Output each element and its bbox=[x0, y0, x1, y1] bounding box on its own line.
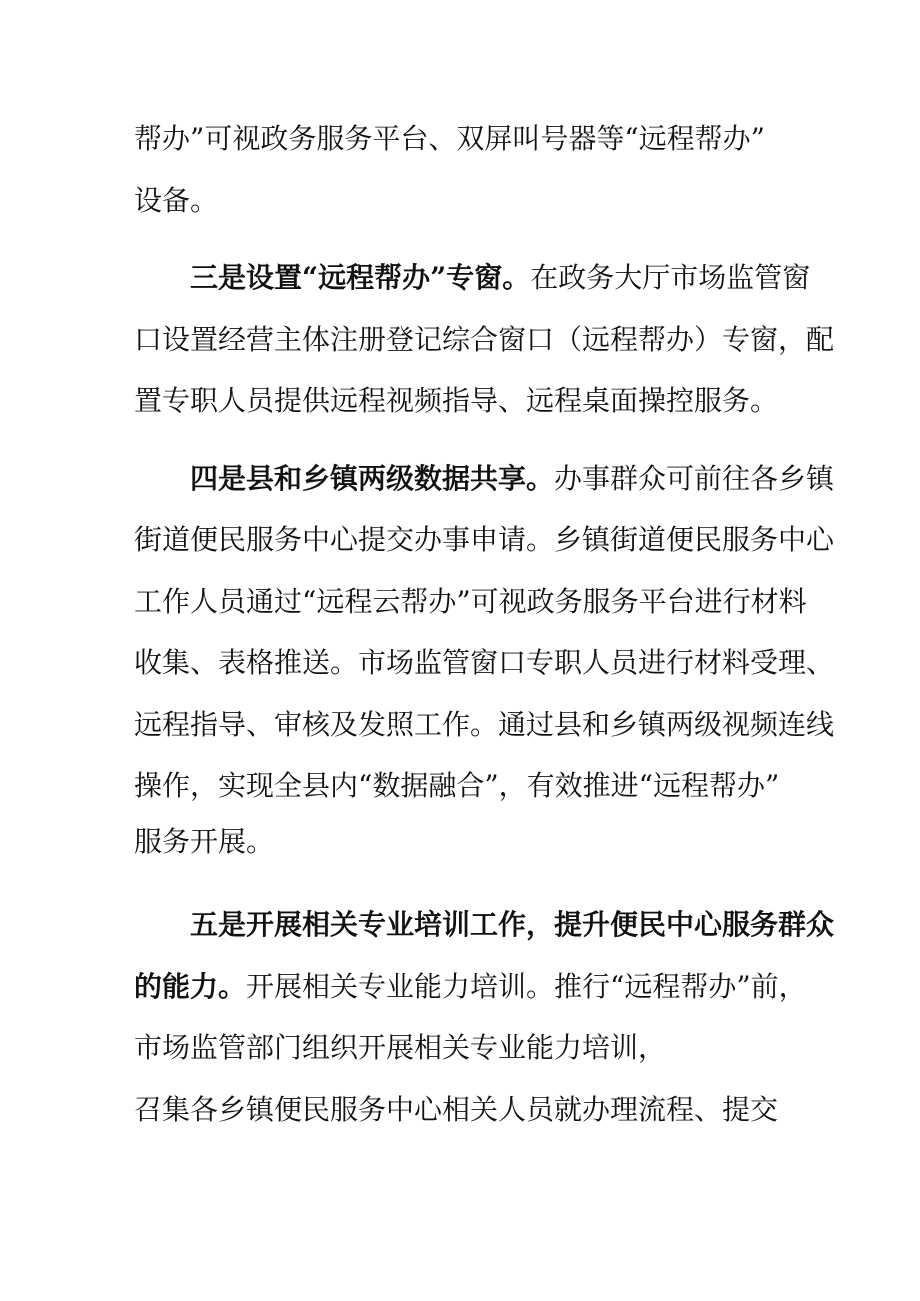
text-line-4 bbox=[134, 320, 834, 360]
line-text: 设备。 bbox=[134, 184, 219, 217]
paragraph-heading-continued: 的能力。 bbox=[134, 970, 247, 1003]
text-line-10 bbox=[134, 705, 834, 745]
line-text: 帮办”可视政务服务平台、双屏叫号器等“远程帮办” bbox=[134, 122, 765, 155]
paragraph-5-first-line bbox=[190, 905, 834, 945]
text-line-2 bbox=[134, 181, 218, 221]
line-text: 市场监管部门组织开展相关专业能力培训， bbox=[134, 1031, 667, 1064]
paragraph-4-first-line bbox=[190, 459, 834, 499]
line-text: 操作，实现全县内“数据融合”，有效推进“远程帮办” bbox=[134, 769, 780, 802]
line-text: 置专职人员提供远程视频指导、远程桌面操控服务。 bbox=[134, 384, 779, 417]
text-line-11 bbox=[134, 766, 779, 806]
line-text: 口设置经营主体注册登记综合窗口（远程帮办）专窗，配 bbox=[134, 323, 835, 356]
text-line-15 bbox=[134, 1028, 666, 1068]
text-line-1 bbox=[134, 119, 765, 159]
paragraph-heading: 三是设置“远程帮办”专窗。 bbox=[190, 261, 531, 294]
paragraph-3-first-line bbox=[190, 258, 810, 298]
line-text: 在政务大厅市场监管窗 bbox=[530, 261, 811, 294]
text-line-12 bbox=[134, 822, 274, 862]
line-text: 收集、表格推送。市场监管窗口专职人员进行材料受理、 bbox=[134, 646, 835, 679]
line-text: 街道便民服务中心提交办事申请。乡镇街道便民服务中心 bbox=[134, 523, 835, 556]
line-text: 召集各乡镇便民服务中心相关人员就办理流程、提交 bbox=[134, 1093, 779, 1126]
text-line-16 bbox=[134, 1090, 778, 1130]
text-line-9 bbox=[134, 643, 834, 683]
line-text: 工作人员通过“远程云帮办”可视政务服务平台进行材料 bbox=[134, 585, 807, 618]
paragraph-heading: 四是县和乡镇两级数据共享。 bbox=[190, 462, 555, 495]
text-line-5 bbox=[134, 381, 778, 421]
text-line-7 bbox=[134, 520, 834, 560]
line-text: 远程指导、审核及发照工作。通过县和乡镇两级视频连线 bbox=[134, 708, 835, 741]
paragraph-heading: 五是开展相关专业培训工作，提升便民中心服务群众 bbox=[190, 908, 835, 941]
line-text: 开展相关专业能力培训。推行“远程帮办”前， bbox=[246, 970, 807, 1003]
text-line-8 bbox=[134, 582, 807, 622]
line-text: 服务开展。 bbox=[134, 825, 275, 858]
text-line-14 bbox=[134, 967, 807, 1007]
line-text: 办事群众可前往各乡镇 bbox=[554, 462, 835, 495]
